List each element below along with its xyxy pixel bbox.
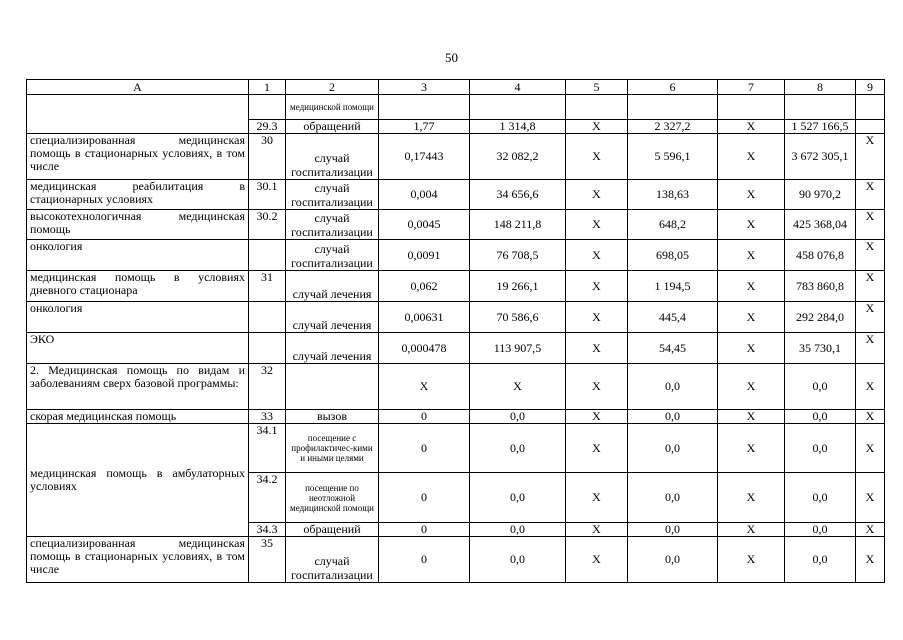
value-cell: X <box>566 537 628 583</box>
value-cell: X <box>856 271 885 302</box>
value-cell: 425 368,04 <box>785 210 856 240</box>
table-row <box>27 333 885 364</box>
row-number-cell: 33 <box>249 410 286 424</box>
value-cell: 0,00631 <box>379 302 470 333</box>
unit-cell <box>286 364 379 410</box>
header-cell: 4 <box>470 80 566 95</box>
value-cell: 0,0 <box>785 364 856 410</box>
value-cell: 148 211,8 <box>470 210 566 240</box>
row-number-cell: 34.3 <box>249 523 286 537</box>
page-number: 50 <box>445 50 458 65</box>
row-number-cell <box>249 95 286 120</box>
value-cell: 0,0091 <box>379 240 470 271</box>
header-cell: 2 <box>286 80 379 95</box>
unit-cell: случай госпитализации <box>286 537 379 583</box>
row-number-cell: 31 <box>249 271 286 302</box>
value-cell: X <box>718 537 785 583</box>
value-cell: 0,0 <box>470 473 566 523</box>
value-cell: 32 082,2 <box>470 134 566 180</box>
value-cell: X <box>566 424 628 473</box>
table-row <box>27 410 885 424</box>
value-cell: 1 194,5 <box>628 271 718 302</box>
row-number-cell: 35 <box>249 537 286 583</box>
value-cell: X <box>856 410 885 424</box>
value-cell: X <box>856 240 885 271</box>
value-cell: 0,004 <box>379 180 470 210</box>
value-cell: 0 <box>379 424 470 473</box>
unit-cell: случай лечения <box>286 271 379 302</box>
value-cell: X <box>566 180 628 210</box>
value-cell: X <box>566 523 628 537</box>
value-cell: 5 596,1 <box>628 134 718 180</box>
value-cell: 648,2 <box>628 210 718 240</box>
value-cell: 0,0 <box>785 473 856 523</box>
value-cell: 0,062 <box>379 271 470 302</box>
header-cell: А <box>27 80 249 95</box>
value-cell: X <box>718 410 785 424</box>
value-cell: 0 <box>379 473 470 523</box>
table-row <box>27 240 885 271</box>
row-name-cell: медицинская помощь в амбулаторных условиях <box>27 424 249 537</box>
value-cell: 0,0 <box>628 424 718 473</box>
value-cell: 0,0 <box>628 410 718 424</box>
value-cell: 3 672 305,1 <box>785 134 856 180</box>
value-cell: 1 527 166,5 <box>785 120 856 134</box>
value-cell: X <box>566 333 628 364</box>
value-cell: X <box>718 120 785 134</box>
row-number-cell: 34.1 <box>249 424 286 473</box>
row-name-cell: специализированная медицинская помощь в стационарных условиях, в том числе <box>27 134 249 180</box>
row-name-cell <box>27 95 249 134</box>
unit-cell: посещение по неотложной медицинской помощи <box>286 473 379 523</box>
row-number-cell <box>249 302 286 333</box>
value-cell: X <box>718 333 785 364</box>
value-cell: X <box>718 180 785 210</box>
unit-cell: случай госпитализации <box>286 210 379 240</box>
value-cell: X <box>856 424 885 473</box>
value-cell <box>470 95 566 120</box>
value-cell: X <box>566 210 628 240</box>
row-number-cell <box>249 240 286 271</box>
value-cell: 0,0 <box>470 523 566 537</box>
value-cell: X <box>718 424 785 473</box>
value-cell: 0,17443 <box>379 134 470 180</box>
value-cell: 2 327,2 <box>628 120 718 134</box>
header-cell: 9 <box>856 80 885 95</box>
value-cell: 1,77 <box>379 120 470 134</box>
value-cell: 0,0 <box>470 410 566 424</box>
value-cell: X <box>566 240 628 271</box>
unit-cell: посещение с профилактичес-кими и иными целями <box>286 424 379 473</box>
value-cell: 458 076,8 <box>785 240 856 271</box>
value-cell <box>718 95 785 120</box>
value-cell: 0,0 <box>470 537 566 583</box>
row-name-cell: онкология <box>27 302 249 333</box>
value-cell: 0,0 <box>628 364 718 410</box>
value-cell: 70 586,6 <box>470 302 566 333</box>
value-cell: X <box>856 180 885 210</box>
table-row <box>27 424 885 473</box>
value-cell: X <box>718 302 785 333</box>
unit-cell: случай лечения <box>286 333 379 364</box>
value-cell: 0 <box>379 523 470 537</box>
table-row <box>27 271 885 302</box>
value-cell: 0,0045 <box>379 210 470 240</box>
unit-cell: случай госпитализации <box>286 180 379 210</box>
header-cell: 5 <box>566 80 628 95</box>
value-cell: 0,0 <box>628 473 718 523</box>
value-cell: X <box>718 364 785 410</box>
row-number-cell: 30.1 <box>249 180 286 210</box>
value-cell: X <box>566 473 628 523</box>
row-name-cell: 2. Медицинская помощь по видам и заболеваниям сверх базовой программы: <box>27 364 249 410</box>
value-cell <box>785 95 856 120</box>
value-cell: X <box>566 271 628 302</box>
value-cell: X <box>379 364 470 410</box>
unit-cell: медицинской помощи <box>286 95 379 120</box>
row-number-cell: 34.2 <box>249 473 286 523</box>
value-cell: X <box>566 134 628 180</box>
row-name-cell: специализированная медицинская помощь в стационарных условиях, в том числе <box>27 537 249 583</box>
value-cell: 76 708,5 <box>470 240 566 271</box>
unit-cell: случай лечения <box>286 302 379 333</box>
value-cell: X <box>718 134 785 180</box>
value-cell: X <box>566 410 628 424</box>
row-name-cell: медицинская помощь в условиях дневного стационара <box>27 271 249 302</box>
value-cell: 34 656,6 <box>470 180 566 210</box>
value-cell: 0,0 <box>785 523 856 537</box>
value-cell: X <box>566 120 628 134</box>
value-cell: X <box>566 364 628 410</box>
value-cell: 698,05 <box>628 240 718 271</box>
value-cell: 0,0 <box>785 537 856 583</box>
row-name-cell: высокотехнологичная медицинская помощь <box>27 210 249 240</box>
value-cell <box>379 95 470 120</box>
header-cell: 3 <box>379 80 470 95</box>
value-cell: X <box>856 302 885 333</box>
value-cell: 1 314,8 <box>470 120 566 134</box>
value-cell: X <box>856 364 885 410</box>
value-cell: X <box>718 240 785 271</box>
value-cell: X <box>718 473 785 523</box>
value-cell: 90 970,2 <box>785 180 856 210</box>
header-cell: 8 <box>785 80 856 95</box>
value-cell: 0,0 <box>785 424 856 473</box>
unit-cell: обращений <box>286 120 379 134</box>
value-cell: 113 907,5 <box>470 333 566 364</box>
header-cell: 7 <box>718 80 785 95</box>
table-row <box>27 95 885 120</box>
value-cell: X <box>856 537 885 583</box>
value-cell <box>566 95 628 120</box>
value-cell: X <box>856 333 885 364</box>
value-cell: X <box>718 523 785 537</box>
header-cell: 1 <box>249 80 286 95</box>
value-cell: X <box>856 523 885 537</box>
value-cell: X <box>856 134 885 180</box>
value-cell: 0,0 <box>785 410 856 424</box>
value-cell: 0,000478 <box>379 333 470 364</box>
value-cell: 35 730,1 <box>785 333 856 364</box>
value-cell: 0,0 <box>628 537 718 583</box>
value-cell: 0 <box>379 537 470 583</box>
row-name-cell: медицинская реабилитация в стационарных условиях <box>27 180 249 210</box>
unit-cell: обращений <box>286 523 379 537</box>
value-cell: 0,0 <box>470 424 566 473</box>
value-cell <box>856 95 885 120</box>
unit-cell: вызов <box>286 410 379 424</box>
value-cell: 54,45 <box>628 333 718 364</box>
row-number-cell: 29.3 <box>249 120 286 134</box>
table-row <box>27 180 885 210</box>
row-number-cell: 32 <box>249 364 286 410</box>
header-row <box>27 80 885 95</box>
header-cell: 6 <box>628 80 718 95</box>
row-number-cell <box>249 333 286 364</box>
row-name-cell: ЭКО <box>27 333 249 364</box>
value-cell: 0,0 <box>628 523 718 537</box>
value-cell: 0 <box>379 410 470 424</box>
value-cell: X <box>718 210 785 240</box>
value-cell: X <box>566 302 628 333</box>
unit-cell: случай госпитализации <box>286 240 379 271</box>
value-cell: 19 266,1 <box>470 271 566 302</box>
value-cell: X <box>856 473 885 523</box>
table-row <box>27 364 885 410</box>
row-name-cell: онкология <box>27 240 249 271</box>
value-cell <box>856 120 885 134</box>
row-name-cell: скорая медицинская помощь <box>27 410 249 424</box>
value-cell: 783 860,8 <box>785 271 856 302</box>
value-cell: X <box>470 364 566 410</box>
value-cell: 138,63 <box>628 180 718 210</box>
table-row <box>27 134 885 180</box>
value-cell: 445,4 <box>628 302 718 333</box>
value-cell: X <box>856 210 885 240</box>
table-row <box>27 537 885 583</box>
unit-cell: случай госпитализации <box>286 134 379 180</box>
value-cell: X <box>718 271 785 302</box>
row-number-cell: 30 <box>249 134 286 180</box>
table-row <box>27 210 885 240</box>
data-table <box>26 79 885 583</box>
value-cell: 292 284,0 <box>785 302 856 333</box>
table-row <box>27 302 885 333</box>
value-cell <box>628 95 718 120</box>
row-number-cell: 30.2 <box>249 210 286 240</box>
